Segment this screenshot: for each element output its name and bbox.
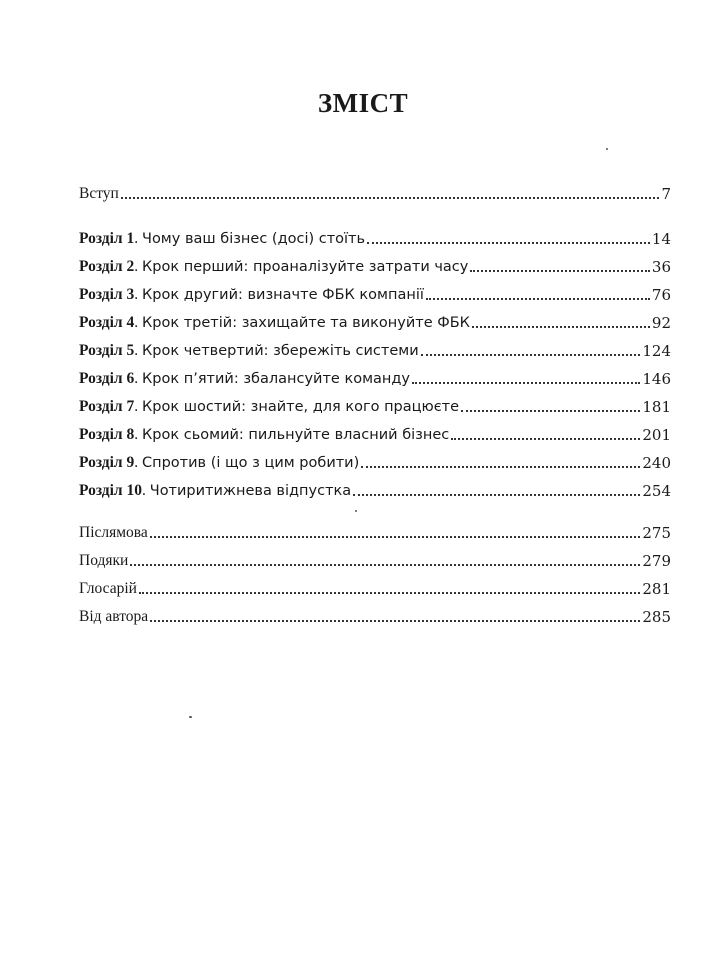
dot-leader xyxy=(472,326,650,328)
toc-entry-chapter-5[interactable] xyxy=(79,339,671,361)
toc-entry-label: Розділ 7. Крок шостий: знайте, для кого працюєте xyxy=(79,398,460,415)
toc-entry-label: Розділ 10. Чотиритижнева відпустка xyxy=(79,482,352,499)
toc-page-number: 36 xyxy=(651,258,671,276)
chapter-number: Розділ 10 xyxy=(79,482,142,499)
toc-entry[interactable] xyxy=(79,577,671,599)
chapter-number: Розділ 3 xyxy=(79,286,135,303)
toc-entry-title: Глосарій xyxy=(79,580,137,597)
toc-entry[interactable] xyxy=(79,182,671,204)
dot-leader xyxy=(461,410,640,412)
toc-page-number: 181 xyxy=(642,398,671,416)
dot-leader xyxy=(130,564,640,566)
toc-page-number: 281 xyxy=(642,580,671,598)
toc-entry-chapter-4[interactable] xyxy=(79,311,671,333)
toc-page-number: 76 xyxy=(651,286,671,304)
dot-leader xyxy=(421,354,641,356)
toc-entry-title: Крок п’ятий: збалансуйте команду xyxy=(142,371,411,387)
toc-entry-label: Розділ 9. Спротив (і що з цим робити) xyxy=(79,454,360,471)
chapter-number: Розділ 9 xyxy=(79,454,135,471)
toc-page-number: 146 xyxy=(642,370,671,388)
toc-entry-chapter-3[interactable] xyxy=(79,283,671,305)
toc-entry-label: Розділ 1. Чому ваш бізнес (досі) стоїть xyxy=(79,230,366,247)
scan-speck xyxy=(355,510,357,512)
dot-leader xyxy=(451,438,640,440)
toc-entry-title: Крок шостий: знайте, для кого працюєте xyxy=(142,399,460,415)
dot-leader xyxy=(426,298,650,300)
dot-leader xyxy=(361,466,640,468)
toc-page-number: 254 xyxy=(642,482,671,500)
toc-entry-label xyxy=(79,523,148,543)
chapter-number: Розділ 4 xyxy=(79,314,135,331)
toc-entry-label: Розділ 6. Крок п’ятий: збалансуйте команду xyxy=(79,370,411,387)
toc-entry-title: Подяки xyxy=(79,552,129,569)
toc-entry-title: Вступ xyxy=(79,185,119,202)
toc-entry-label xyxy=(79,607,148,627)
toc-page-number: 279 xyxy=(642,552,671,570)
toc-entry-title: Чотиритижнева відпустка xyxy=(149,483,352,499)
toc-entry-title: Крок перший: проаналізуйте затрати часу xyxy=(142,259,469,275)
toc-entry-title: Крок четвертий: збережіть системи xyxy=(142,343,419,359)
chapter-number: Розділ 2 xyxy=(79,258,135,275)
dot-leader xyxy=(150,536,641,538)
chapter-number: Розділ 7 xyxy=(79,398,135,415)
toc-entry-title: Чому ваш бізнес (досі) стоїть xyxy=(142,231,366,247)
page-title: ЗМІСТ xyxy=(317,88,409,118)
toc-entry-chapter-10[interactable] xyxy=(79,479,671,501)
chapter-number: Розділ 1 xyxy=(79,230,135,247)
toc-entry-title: Спротив (і що з цим робити) xyxy=(142,455,360,471)
toc-entry[interactable] xyxy=(79,549,671,571)
scan-speck xyxy=(606,148,608,150)
toc-entry-chapter-2[interactable] xyxy=(79,255,671,277)
toc-page-number: 285 xyxy=(642,608,671,626)
toc-entry-label: Розділ 4. Крок третій: захищайте та виконуйте ФБК xyxy=(79,314,470,331)
chapter-number: Розділ 5 xyxy=(79,342,135,359)
dot-leader xyxy=(353,494,640,496)
toc-page-number: 7 xyxy=(661,185,671,203)
toc-page-number: 201 xyxy=(642,426,671,444)
toc-entry-label xyxy=(79,184,119,204)
toc-entry-label: Розділ 2. Крок перший: проаналізуйте затрати часу xyxy=(79,258,469,275)
toc-entry-chapter-1[interactable] xyxy=(79,227,671,249)
toc-page-number: 92 xyxy=(651,314,671,332)
toc-entry-label: Розділ 8. Крок сьомий: пильнуйте власний бізнес xyxy=(79,426,450,443)
toc-entry-title: Від автора xyxy=(79,608,149,625)
dot-leader xyxy=(121,197,660,199)
toc-page-number: 14 xyxy=(651,230,671,248)
toc-entry[interactable] xyxy=(79,521,671,543)
toc-entry-label xyxy=(79,551,128,571)
dot-leader xyxy=(470,270,650,272)
toc-entry-title: Післямова xyxy=(79,524,148,541)
toc-entry-label xyxy=(79,579,137,599)
toc-entry-chapter-8[interactable] xyxy=(79,423,671,445)
toc-page-number: 240 xyxy=(642,454,671,472)
toc-entry[interactable] xyxy=(79,605,671,627)
dot-leader xyxy=(367,242,650,244)
toc-page-number: 275 xyxy=(642,524,671,542)
chapter-number: Розділ 6 xyxy=(79,370,135,387)
toc-entry-label: Розділ 5. Крок четвертий: збережіть системи xyxy=(79,342,419,359)
scan-speck xyxy=(189,716,192,718)
chapter-number: Розділ 8 xyxy=(79,426,135,443)
toc-entry-title: Крок сьомий: пильнуйте власний бізнес xyxy=(142,427,450,443)
toc-entry-chapter-9[interactable] xyxy=(79,451,671,473)
toc-page-number: 124 xyxy=(642,342,671,360)
dot-leader xyxy=(150,620,640,622)
toc-entry-chapter-6[interactable] xyxy=(79,367,671,389)
dot-leader xyxy=(412,382,640,384)
toc-entry-title: Крок третій: захищайте та виконуйте ФБК xyxy=(142,315,470,331)
toc-entry-title: Крок другий: визначте ФБК компанії xyxy=(142,287,424,303)
dot-leader xyxy=(139,592,640,594)
toc-entry-chapter-7[interactable] xyxy=(79,395,671,417)
toc-entry-label: Розділ 3. Крок другий: визначте ФБК компанії xyxy=(79,286,424,303)
